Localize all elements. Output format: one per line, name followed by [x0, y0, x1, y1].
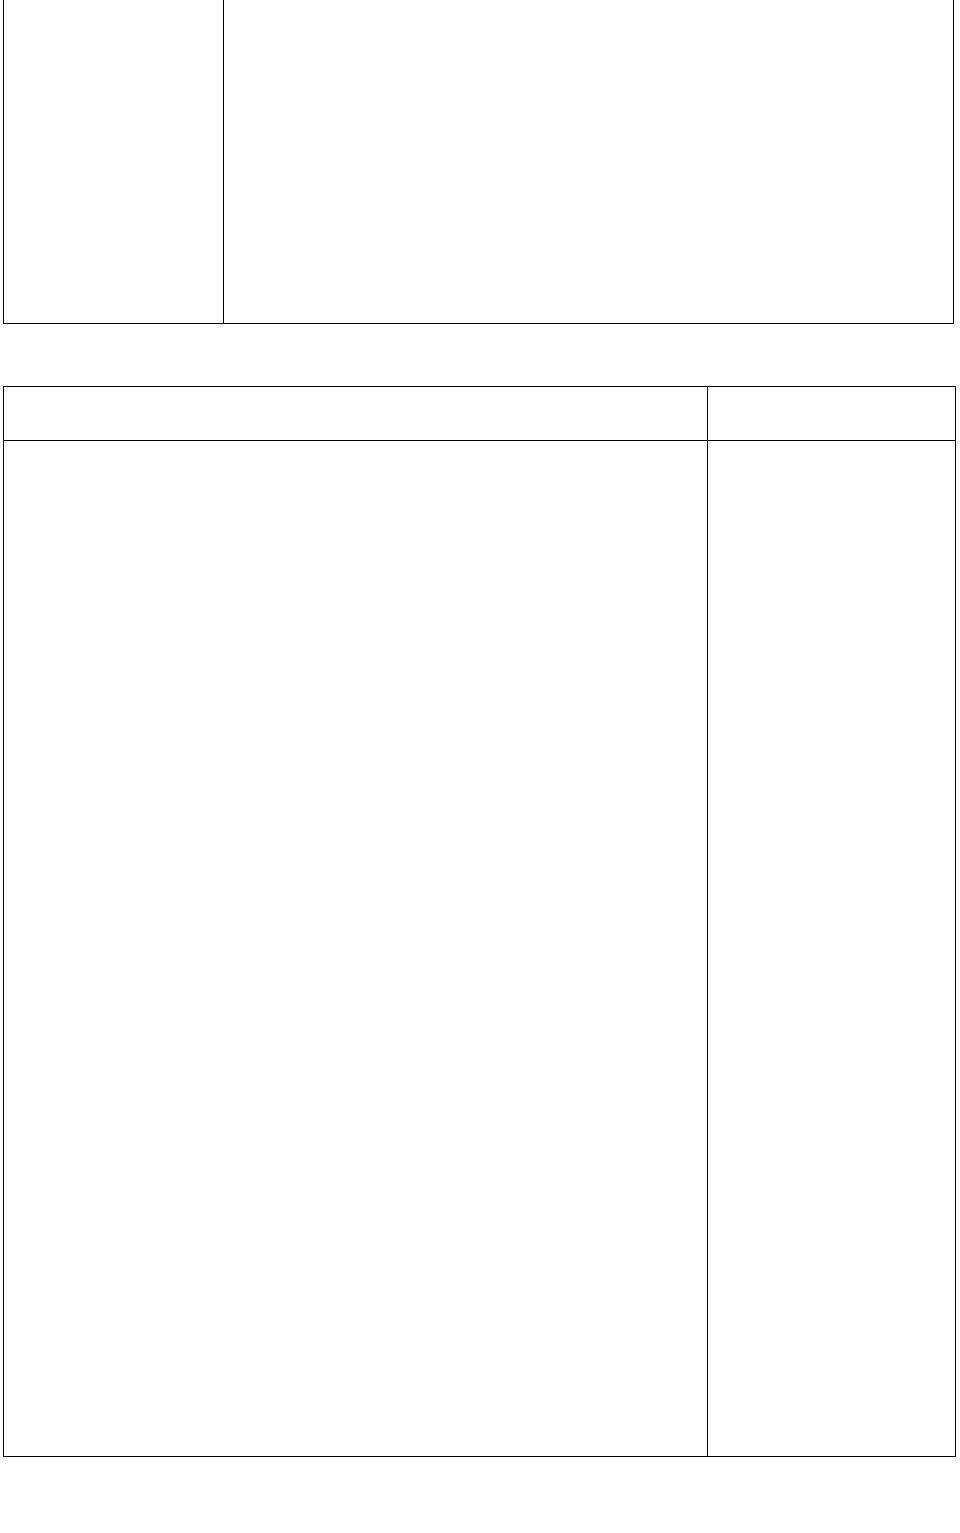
top-table: [3, 0, 954, 324]
column-divider: [707, 387, 708, 1456]
header-divider: [4, 440, 955, 441]
requirements-table: [3, 386, 956, 1457]
column-divider: [223, 0, 224, 323]
